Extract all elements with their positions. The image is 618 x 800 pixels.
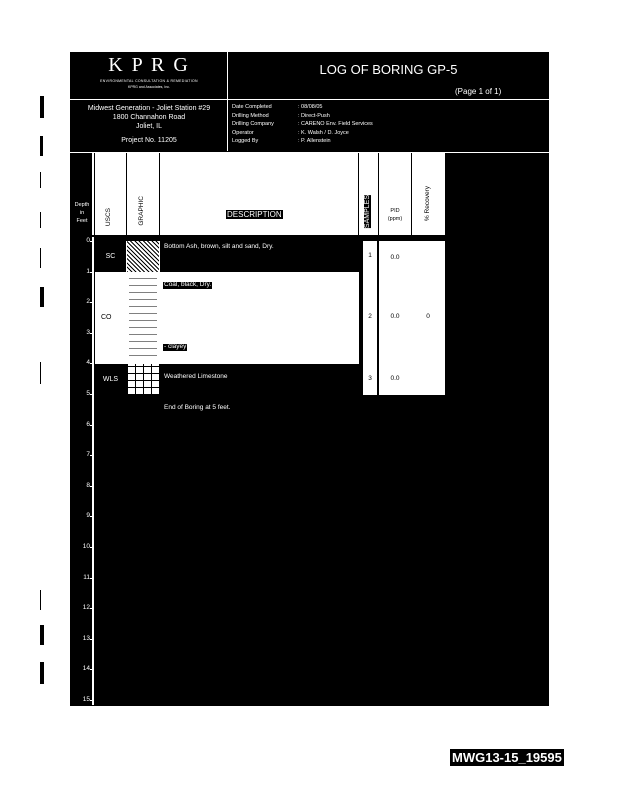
graphic-header: GRAPHIC: [138, 196, 145, 226]
pid-header: PID (ppm): [387, 208, 403, 222]
depth-tick-label: 4: [86, 359, 90, 367]
layer-description: Weathered Limestone: [164, 373, 228, 380]
description-header: DESCRIPTION: [227, 210, 282, 219]
depth-tick-label: 1: [86, 267, 90, 275]
depth-tick: [90, 578, 94, 579]
layer-note: - clayey: [164, 343, 187, 350]
logo-tagline: ENVIRONMENTAL CONSULTATION & REMEDIATION: [100, 79, 198, 83]
uscs-code: WLS: [102, 376, 119, 383]
info-value: : P. Allenstein: [298, 138, 331, 144]
page-number: (Page 1 of 1): [455, 87, 502, 96]
depth-tick: [90, 363, 94, 364]
depth-tick-label: 2: [86, 298, 90, 306]
scan-artifact: [40, 662, 44, 684]
depth-tick-label: 5: [86, 390, 90, 397]
info-value: : K. Walsh / D. Joyce: [298, 129, 349, 136]
info-label: Drilling Method: [232, 112, 269, 119]
uscs-header: USCS: [105, 208, 112, 227]
info-labels: [232, 103, 274, 146]
depth-tick-label: 0: [86, 237, 90, 244]
depth-tick: [90, 272, 94, 273]
site-name: Midwest Generation - Joliet Station #29: [87, 105, 211, 112]
depth-tick-label: 13: [82, 634, 90, 642]
depth-header: Depth in Feet: [74, 202, 90, 224]
scan-artifact: [40, 362, 41, 384]
depth-tick: [90, 639, 94, 640]
logo-subline: KPRG and Associates, Inc.: [127, 85, 171, 89]
info-value: : CARENO Env. Field Services: [298, 121, 373, 127]
scan-artifact: [40, 287, 44, 307]
graphic-silt-sand: [127, 241, 159, 272]
sample-number: 3: [368, 375, 372, 382]
bates-stamp: MWG13-15_19595: [452, 750, 562, 765]
info-values: [298, 103, 373, 146]
info-label: Logged By: [232, 138, 259, 144]
depth-tick-label: 15: [82, 696, 90, 703]
info-label: Operator: [232, 129, 254, 136]
site-block: [72, 104, 226, 145]
logo-letters: K P R G: [108, 54, 190, 76]
scan-artifact: [40, 590, 41, 610]
depth-tick: [90, 394, 94, 395]
recovery-header: % Recovery: [424, 186, 431, 222]
info-value: : 08/08/05: [298, 104, 323, 110]
scan-artifact: [40, 96, 44, 118]
depth-tick-label: 7: [86, 451, 90, 459]
site-city: Joliet, IL: [135, 123, 163, 130]
depth-tick-label: 6: [86, 420, 90, 428]
depth-tick: [90, 333, 94, 334]
sample-number: 1: [368, 252, 372, 259]
depth-tick: [90, 241, 94, 242]
samples-header: SAMPLES: [364, 195, 371, 229]
depth-tick: [90, 486, 94, 487]
scan-artifact: [40, 248, 41, 268]
depth-tick: [90, 700, 94, 701]
depth-tick: [90, 547, 94, 548]
end-of-boring-note: End of Boring at 5 feet.: [164, 404, 231, 411]
depth-tick: [90, 302, 94, 303]
info-value: : Direct-Push: [298, 112, 330, 119]
depth-axis: [92, 237, 94, 705]
scan-artifact: [40, 136, 43, 156]
pid-value: 0.0: [390, 254, 400, 261]
depth-tick-label: 12: [82, 604, 90, 612]
layer-description: Bottom Ash, brown, silt and sand, Dry.: [164, 243, 274, 250]
uscs-code: SC: [105, 253, 116, 260]
depth-tick: [90, 516, 94, 517]
depth-tick-label: 9: [86, 512, 90, 520]
description-header-cell: [160, 153, 358, 235]
pid-value: 0.0: [390, 375, 400, 382]
site-address: 1800 Channahon Road: [112, 114, 186, 121]
depth-tick-label: 3: [86, 328, 90, 336]
uscs-code: CO: [101, 314, 112, 321]
graphic-limestone: [127, 364, 159, 395]
depth-tick: [90, 425, 94, 426]
depth-tick-label: 14: [82, 665, 90, 673]
kprg-logo: [72, 54, 226, 96]
layer-description: Coal, black, Dry.: [164, 281, 212, 288]
scan-artifact: [40, 625, 44, 645]
scan-artifact: [40, 172, 41, 188]
info-label: Date Completed: [232, 104, 272, 110]
info-divider: [227, 99, 228, 151]
depth-tick-label: 10: [82, 543, 90, 550]
pid-value: 0.0: [390, 313, 400, 320]
depth-tick-label: 8: [86, 481, 90, 489]
depth-tick: [90, 608, 94, 609]
info-label: Drilling Company: [232, 121, 274, 127]
graphic-coal: [129, 276, 157, 362]
scan-artifact: [40, 212, 41, 228]
depth-tick-label: 11: [83, 573, 90, 581]
depth-tick: [90, 669, 94, 670]
depth-tick: [90, 455, 94, 456]
recovery-value: 0: [426, 313, 430, 320]
project-number: Project No. 11205: [121, 137, 177, 144]
header-rule: [70, 99, 549, 100]
sample-number: 2: [368, 313, 372, 320]
log-title: LOG OF BORING GP-5: [319, 62, 458, 77]
